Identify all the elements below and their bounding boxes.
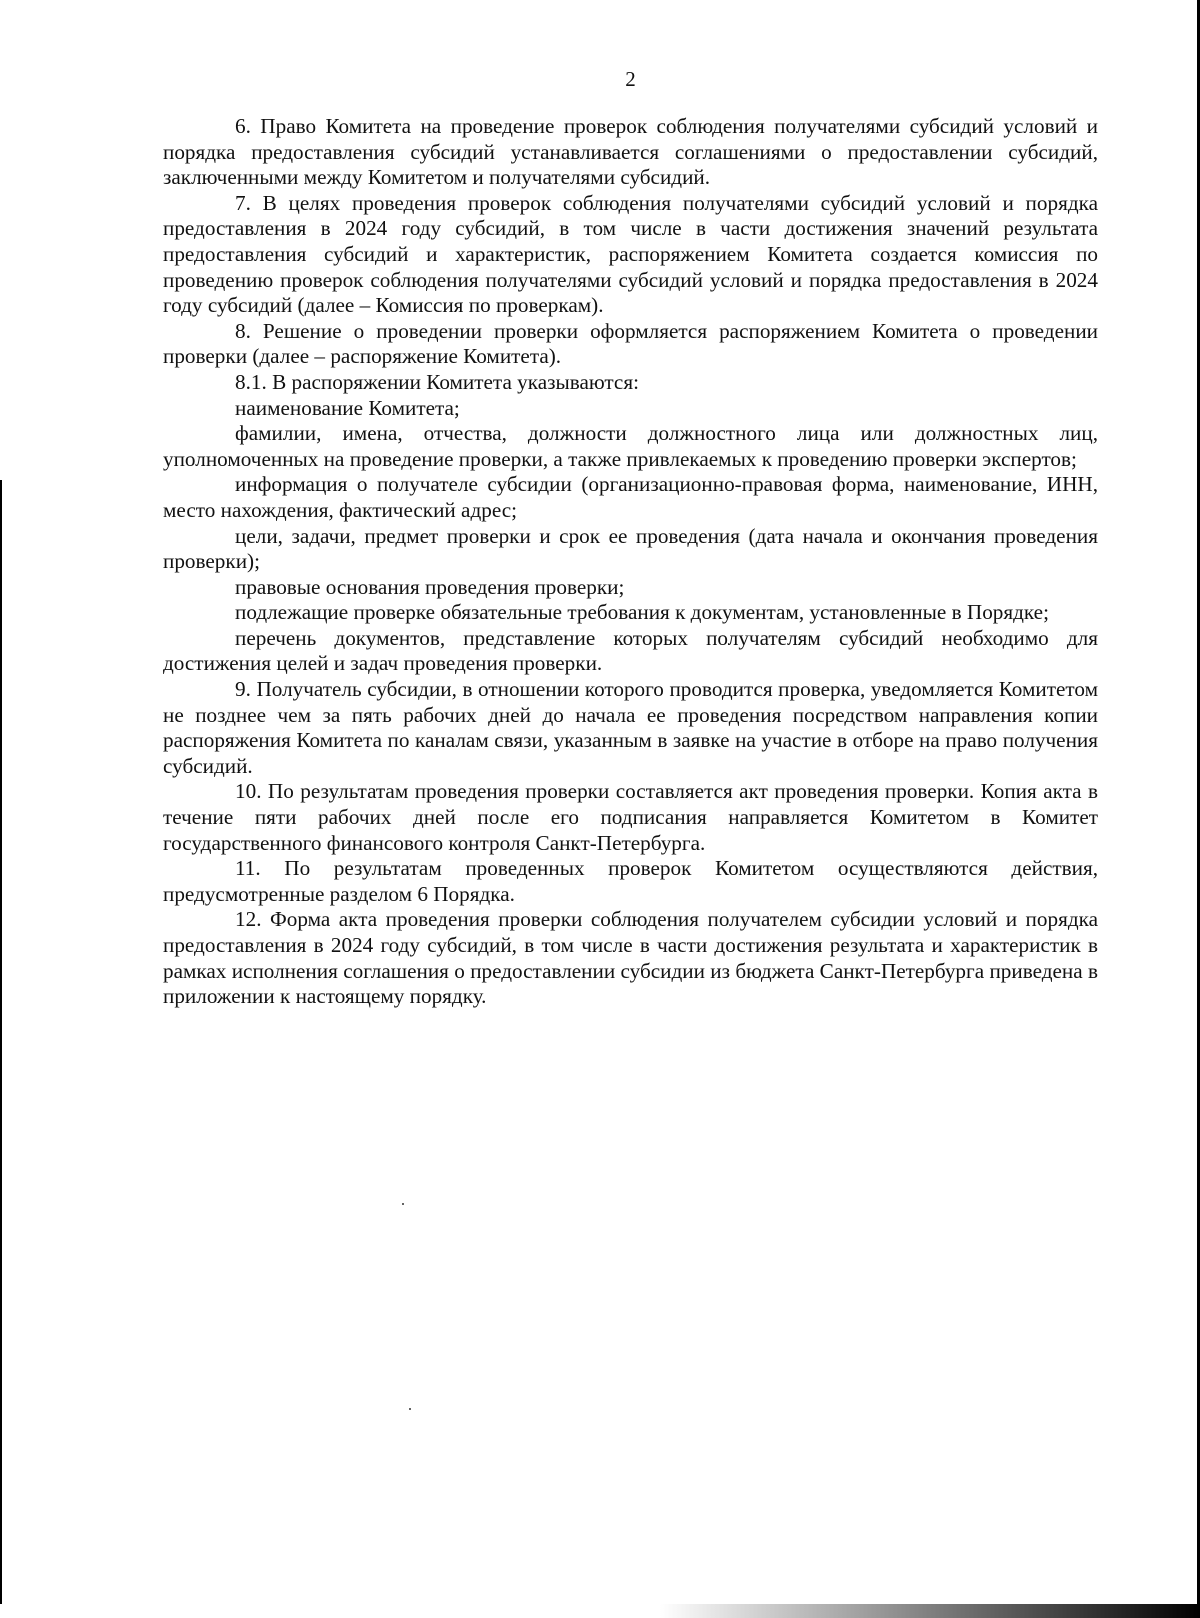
list-item-goals: цели, задачи, предмет проверки и срок ее проведения (дата начала и окончания проведения проверки);: [163, 523, 1098, 574]
paragraph-6: 6. Право Комитета на проведение проверок соблюдения получателями субсидий условий и порядка предоставления субсидий устанавливается соглашениями о предоставлении субсидий, заключенными между Комитетом и получателями субсидий.: [163, 114, 1098, 190]
page-number: 2: [625, 67, 636, 91]
list-item-recipient-info: информация о получателе субсидии (организационно-правовая форма, наименование, ИНН, место нахождения, фактический адрес;: [163, 472, 1098, 522]
scan-border-left: [0, 480, 2, 1618]
paragraph-8-1: 8.1. В распоряжении Комитета указываются:: [235, 369, 639, 394]
paragraph-12: 12. Форма акта проведения проверки соблюдения получателем субсидии условий и порядка предоставления в 2024 году субсидий, в том числе в части достижения результата и характеристик в рамках исполнения соглашения о предоставлении субсидии из бюджета Санкт-Петербурга приведена в приложении к настоящему порядку.: [163, 907, 1098, 1009]
scan-speck: [409, 1408, 411, 1410]
list-item-requirements: подлежащие проверке обязательные требования к документам, установленные в Порядке;: [235, 600, 1049, 625]
list-item-committee-name: наименование Комитета;: [235, 395, 460, 420]
document-page: [163, 66, 1098, 1010]
paragraph-11: 11. По результатам проведенных проверок Комитетом осуществляются действия, предусмотренные разделом 6 Порядка.: [163, 856, 1098, 906]
list-item-legal-basis: правовые основания проведения проверки;: [235, 574, 625, 599]
paragraph-7: 7. В целях проведения проверок соблюдения получателями субсидий условий и порядка предоставления в 2024 году субсидий, в том числе в части достижения значений результата предоставления субсидий и характеристик, распоряжением Комитета создается комиссия по проведению проверок соблюдения получателями субсидий условий и порядка предоставления в 2024 году субсидий (далее – Комиссия по проверкам).: [163, 190, 1098, 318]
scan-border-bottom: [0, 1604, 1200, 1618]
paragraph-8: 8. Решение о проведении проверки оформляется распоряжением Комитета о проведении проверки (далее – распоряжение Комитета).: [163, 318, 1098, 369]
scan-speck: [402, 1203, 404, 1205]
paragraph-9: 9. Получатель субсидии, в отношении которого проводится проверка, уведомляется Комитетом не позднее чем за пять рабочих дней до начала ее проведения посредством направления копии распоряжения Комитета по каналам связи, указанным в заявке на участие в отборе на право получения субсидий.: [163, 677, 1098, 778]
list-item-documents: перечень документов, представление которых получателям субсидий необходимо для достижения целей и задач проведения проверки.: [163, 625, 1098, 676]
paragraph-10: 10. По результатам проведения проверки составляется акт проведения проверки. Копия акта в течение пяти рабочих дней после его подписания направляется Комитетом в Комитет государственного финансового контроля Санкт-Петербурга.: [163, 779, 1098, 855]
document-body: [163, 114, 1098, 1010]
list-item-officials: фамилии, имена, отчества, должности должностного лица или должностных лиц, уполномоченных на проведение проверки, а также привлекаемых к проведению проверки экспертов;: [163, 421, 1098, 471]
